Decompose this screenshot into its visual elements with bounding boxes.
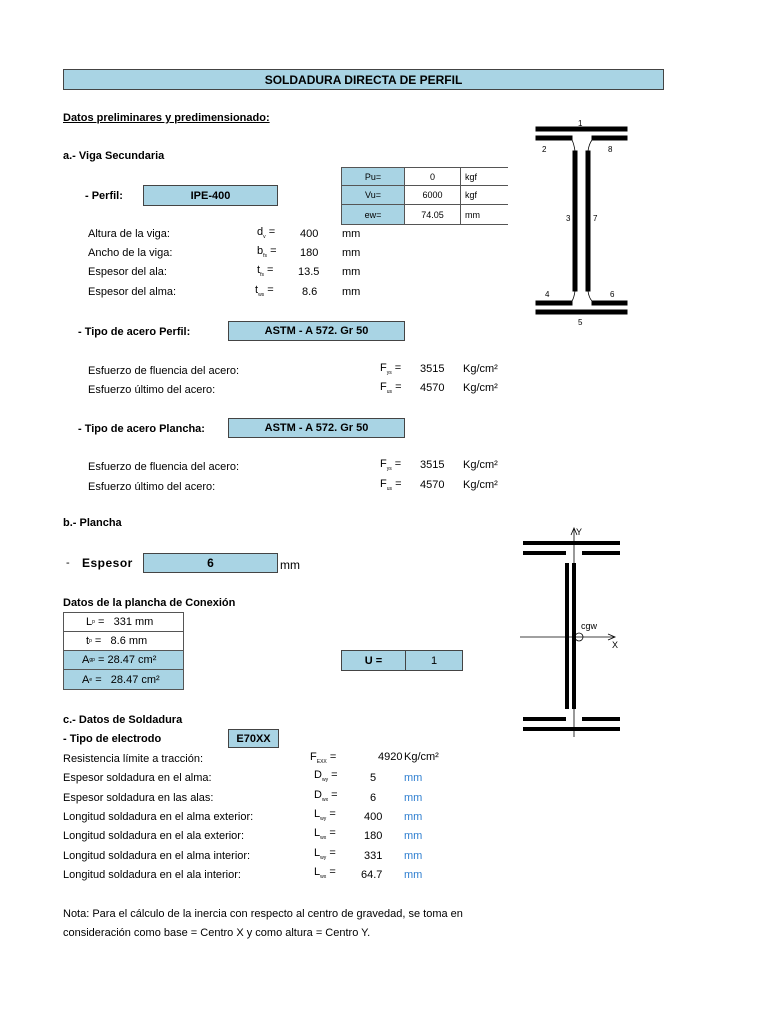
conexion-row: L p = 331 mm — [63, 612, 184, 632]
espesor-value: 6 — [143, 553, 278, 573]
u-label: U = — [341, 650, 406, 671]
viga-row-symbol: $b_{fs}$ = — [257, 245, 277, 259]
soldadura-row-unit: mm — [404, 830, 423, 842]
u-value: 1 — [405, 650, 463, 671]
load-unit: mm — [460, 204, 508, 225]
page-title: SOLDADURA DIRECTA DE PERFIL — [63, 69, 664, 90]
viga-heading: a.- Viga Secundaria — [63, 150, 165, 162]
acero-plancha-fy-value: 3515 — [420, 459, 445, 471]
fig1-label-3: 3 — [566, 214, 571, 223]
viga-row-unit: mm — [342, 228, 361, 240]
plancha-heading: b.- Plancha — [63, 517, 122, 529]
acero-plancha-label: - Tipo de acero Plancha: — [78, 423, 205, 435]
soldadura-row-unit: mm — [404, 772, 423, 784]
prelim-heading: Datos preliminares y predimensionado: — [63, 112, 270, 124]
fig1-label-2: 2 — [542, 145, 547, 154]
load-value: 0 — [404, 167, 461, 186]
acero-plancha-fy-symbol: $F_{ys}$ = — [380, 458, 402, 472]
conexion-heading: Datos de la plancha de Conexión — [63, 597, 236, 609]
soldadura-row-unit: mm — [404, 792, 423, 804]
acero-plancha-fu-symbol: $F_{us}$ = — [380, 478, 402, 492]
soldadura-row-label: Espesor soldadura en el alma: — [63, 772, 212, 784]
load-name: Vu= — [341, 185, 405, 205]
acero-perfil-fu-symbol: $F_{us}$ = — [380, 381, 402, 395]
fig1-label-7: 7 — [593, 214, 598, 223]
fig1-label-8: 8 — [608, 145, 613, 154]
viga-row-label: Ancho de la viga: — [88, 247, 173, 259]
soldadura-row-symbol: $D_{wy}$ = — [314, 769, 338, 783]
acero-plancha-value: ASTM - A 572. Gr 50 — [228, 418, 405, 438]
load-name: Pu= — [341, 167, 405, 186]
viga-row-label: Altura de la viga: — [88, 228, 170, 240]
load-unit: kgf — [460, 185, 508, 205]
electrodo-value: E70XX — [228, 729, 279, 748]
soldadura-row-unit: mm — [404, 869, 423, 881]
fexx-unit: Kg/cm² — [404, 751, 439, 763]
electrodo-label: - Tipo de electrodo — [63, 733, 162, 745]
soldadura-row-symbol: $L_{wy}$ = — [314, 808, 336, 822]
viga-row-unit: mm — [342, 247, 361, 259]
viga-row-symbol: $t_{ws}$ = — [255, 284, 274, 298]
soldadura-row-value: 5 — [370, 772, 377, 784]
viga-row-symbol: $d_v$ = — [257, 226, 276, 240]
conexion-row: t p = 8.6 mm — [63, 631, 184, 651]
nota-line: consideración como base = Centro X y como altura = Centro Y. — [63, 927, 371, 939]
acero-perfil-fy-unit: Kg/cm² — [463, 363, 498, 375]
acero-perfil-fu-label: Esfuerzo último del acero: — [88, 384, 216, 396]
fig1-label-5: 5 — [578, 318, 583, 327]
acero-perfil-fu-value: 4570 — [420, 382, 445, 394]
acero-perfil-fy-symbol: $F_{ys}$ = — [380, 362, 402, 376]
viga-row — [88, 247, 172, 259]
ibeam-section-figure — [530, 118, 640, 333]
fig2-x-label: X — [612, 640, 619, 650]
viga-row-value: 400 — [300, 228, 319, 240]
acero-perfil-fy-value: 3515 — [420, 363, 445, 375]
viga-row — [88, 228, 170, 240]
soldadura-row-label: Longitud soldadura en el alma interior: — [63, 850, 251, 862]
fig1-label-6: 6 — [610, 290, 615, 299]
viga-row — [88, 266, 167, 278]
viga-row-symbol: $t_{fs}$ = — [257, 264, 274, 278]
soldadura-heading: c.- Datos de Soldadura — [63, 714, 183, 726]
viga-row-label: Espesor del alma: — [88, 286, 177, 298]
viga-row-value: 180 — [300, 247, 319, 259]
acero-plancha-fy-unit: Kg/cm² — [463, 459, 498, 471]
acero-perfil-value: ASTM - A 572. Gr 50 — [228, 321, 405, 341]
soldadura-row-value: 64.7 — [361, 869, 383, 881]
acero-plancha-fu-value: 4570 — [420, 479, 445, 491]
espesor-dash: - — [66, 557, 70, 569]
acero-plancha-fy-label: Esfuerzo de fluencia del acero: — [88, 461, 240, 473]
weld-group-figure — [515, 525, 635, 740]
load-value: 74.05 — [404, 204, 461, 225]
fig2-y-label: Y — [576, 527, 583, 537]
soldadura-row-symbol: $D_{wx}$ = — [314, 789, 338, 803]
fig1-label-4: 4 — [545, 290, 550, 299]
fexx-symbol: $F_{EXX}$ = — [310, 751, 337, 765]
acero-perfil-fy-label: Esfuerzo de fluencia del acero: — [88, 365, 240, 377]
load-unit: kgf — [460, 167, 508, 186]
acero-perfil-fu-unit: Kg/cm² — [463, 382, 498, 394]
load-value: 6000 — [404, 185, 461, 205]
espesor-label: Espesor — [82, 556, 133, 570]
soldadura-row-symbol: $L_{wy}$ = — [314, 847, 336, 861]
viga-row — [88, 286, 176, 298]
soldadura-row-unit: mm — [404, 811, 423, 823]
soldadura-row-unit: mm — [404, 850, 423, 862]
viga-row-unit: mm — [342, 266, 361, 278]
acero-plancha-fu-unit: Kg/cm² — [463, 479, 498, 491]
fexx-value: 4920 — [378, 751, 403, 763]
conexion-row: A gp = 28.47 cm² — [63, 650, 184, 670]
perfil-label: - Perfil: — [85, 190, 123, 202]
soldadura-row-value: 180 — [364, 830, 383, 842]
viga-row-value: 13.5 — [298, 266, 320, 278]
soldadura-row-symbol: $L_{wx}$ = — [314, 827, 336, 841]
viga-row-value: 8.6 — [302, 286, 318, 298]
acero-perfil-label: - Tipo de acero Perfil: — [78, 326, 191, 338]
soldadura-row-label: Longitud soldadura en el ala interior: — [63, 869, 241, 881]
conexion-row: A e = 28.47 cm² — [63, 669, 184, 690]
soldadura-row-label: Longitud soldadura en el alma exterior: — [63, 811, 254, 823]
nota-line: Nota: Para el cálculo de la inercia con respecto al centro de gravedad, se toma en — [63, 908, 463, 920]
fexx-label: Resistencia límite a tracción: — [63, 753, 203, 765]
viga-row-unit: mm — [342, 286, 361, 298]
soldadura-row-label: Espesor soldadura en las alas: — [63, 792, 214, 804]
viga-row-label: Espesor del ala: — [88, 266, 167, 278]
fig1-label-1: 1 — [578, 119, 583, 128]
soldadura-row-value: 6 — [370, 792, 377, 804]
soldadura-row-value: 331 — [364, 850, 383, 862]
espesor-unit: mm — [280, 558, 300, 572]
soldadura-row-label: Longitud soldadura en el ala exterior: — [63, 830, 245, 842]
soldadura-row-symbol: $L_{wx}$ = — [314, 866, 336, 880]
fig2-cg-label: cgw — [581, 621, 598, 631]
perfil-value: IPE-400 — [143, 185, 278, 206]
soldadura-row-value: 400 — [364, 811, 383, 823]
acero-plancha-fu-label: Esfuerzo último del acero: — [88, 481, 216, 493]
load-name: ew= — [341, 204, 405, 225]
